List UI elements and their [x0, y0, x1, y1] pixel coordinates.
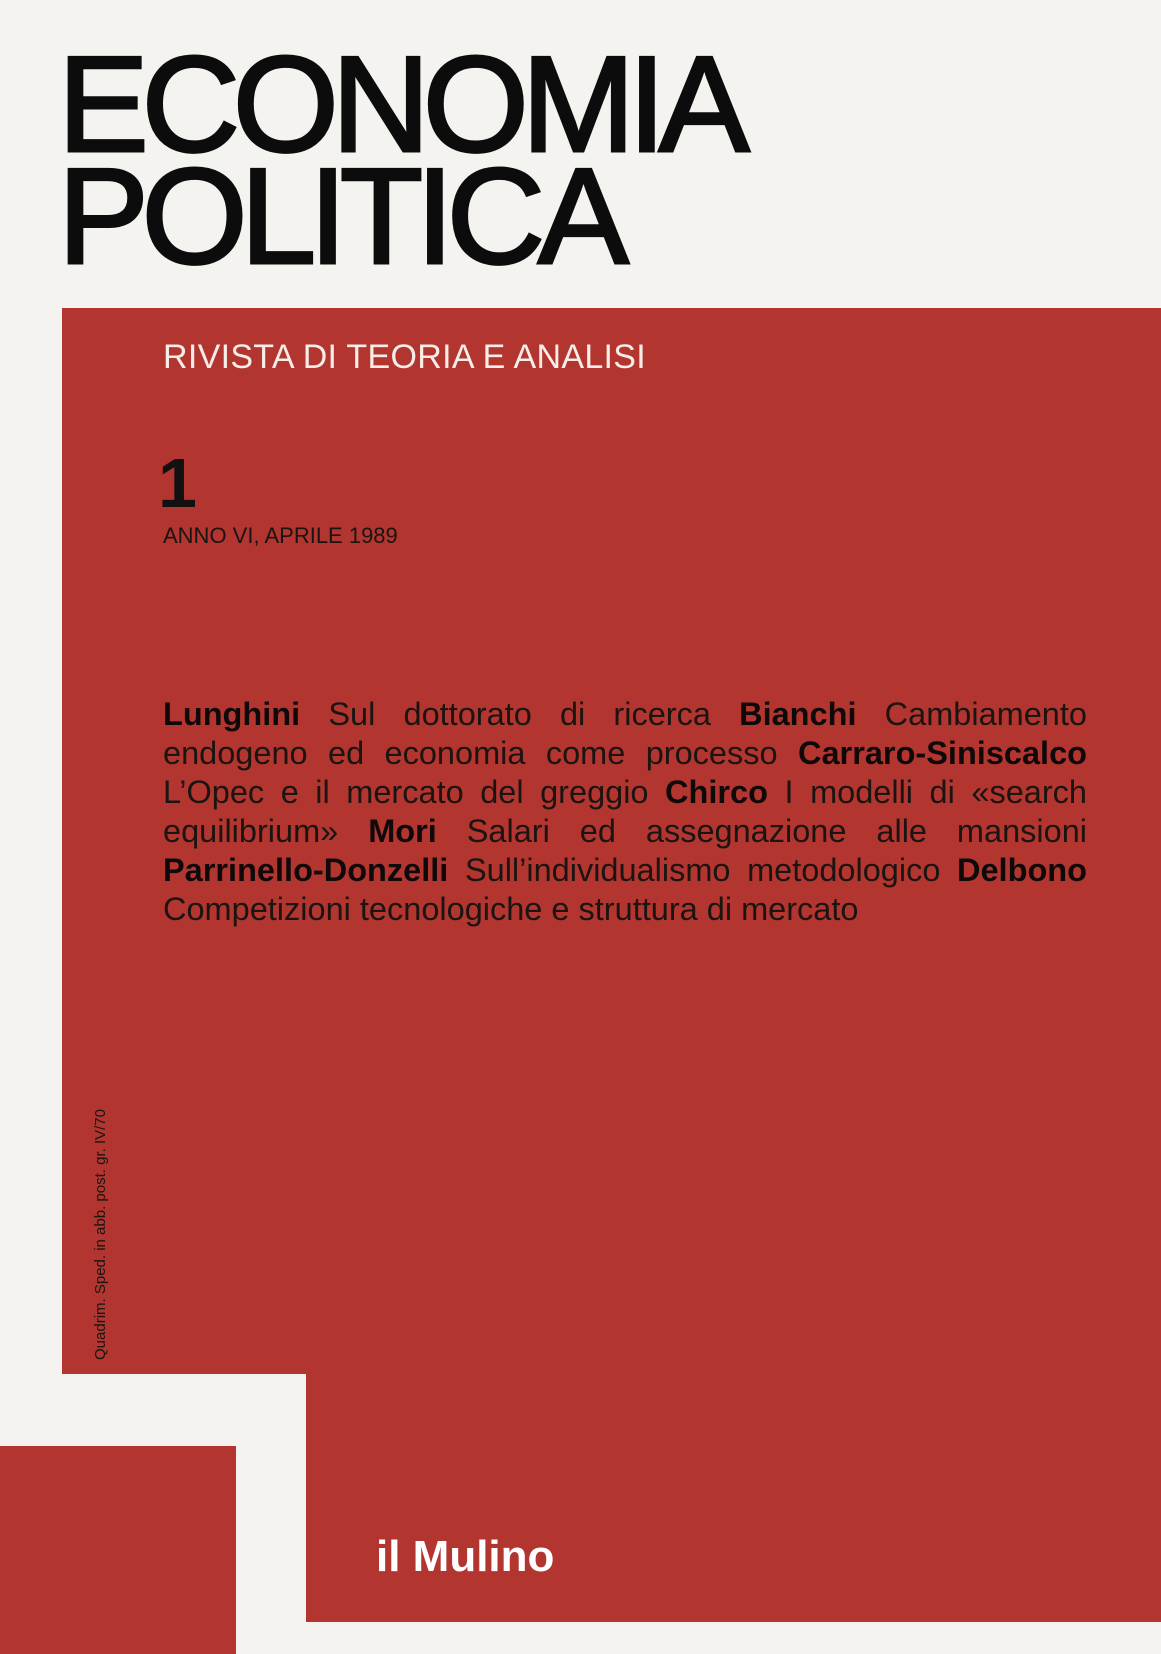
contents-author: Chirco: [665, 774, 768, 810]
contents-title: Sul dottorato di ricerca: [328, 696, 711, 732]
contents-title: L’Opec e il mercato del greggio: [163, 774, 649, 810]
red-panel-bottom: [306, 1370, 1161, 1622]
contents-author: Mori: [368, 813, 437, 849]
issue-number: 1: [158, 444, 197, 522]
contents-author: Lunghini: [163, 696, 301, 732]
contents-title: Cambiamento endogeno ed economia come processo: [163, 696, 1087, 771]
journal-title: [58, 28, 743, 292]
contents-title: Salari ed assegnazione alle mansioni: [466, 813, 1087, 849]
contents-title: I modelli di «search equilibrium»: [163, 774, 1087, 849]
contents-title: Sull’individualismo metodologico: [464, 852, 941, 888]
contents-title: Competizioni tecnologiche e struttura di mercato: [163, 891, 859, 927]
journal-title-line-2: POLITICA: [58, 140, 622, 292]
contents-author: Bianchi: [739, 696, 857, 732]
publisher-logo: il Mulino: [376, 1532, 555, 1581]
journal-subtitle: RIVISTA DI TEORIA E ANALISI: [163, 338, 647, 376]
contents-author: Parrinello-Donzelli: [163, 852, 449, 888]
contents-author: Carraro-Siniscalco: [798, 735, 1088, 771]
journal-title-line-1: ECONOMIA: [58, 28, 743, 180]
issue-date: ANNO VI, APRILE 1989: [163, 523, 398, 548]
postal-notice: Quadrim. Sped. in abb. post. gr. IV/70: [92, 1109, 109, 1360]
contents-author: Delbono: [957, 852, 1087, 888]
red-corner-block: [0, 1446, 236, 1654]
table-of-contents: [163, 695, 1087, 929]
